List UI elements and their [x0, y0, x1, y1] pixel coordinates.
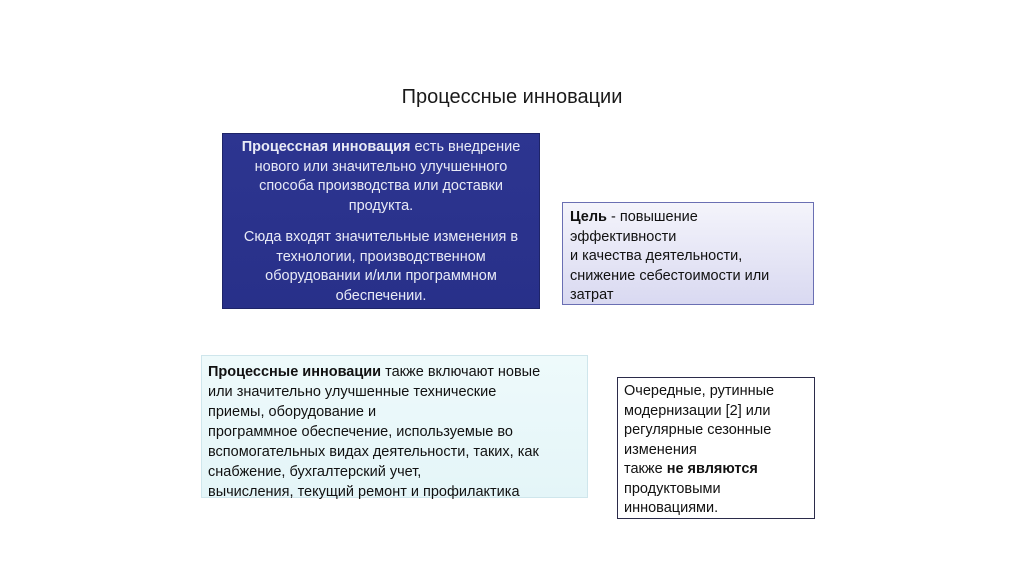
goal-term: Цель	[570, 209, 607, 225]
also-line-5: вспомогательных видах деятельности, таких, как	[208, 444, 539, 460]
goal-line-1	[570, 208, 807, 228]
also-line-1	[208, 362, 581, 382]
routine-line-6: продуктовыми	[624, 480, 721, 497]
routine-line-1: Очередные, рутинные	[624, 383, 775, 399]
routine-line-2: модернизации [2] или	[624, 402, 771, 419]
definition-box	[222, 133, 540, 309]
also-line-2: или значительно улучшенные технические	[208, 384, 497, 400]
routine-line-7: инновациями.	[624, 500, 719, 516]
goal-line-4: снижение себестоимости или	[570, 267, 770, 284]
definition-paragraph-1	[229, 138, 533, 216]
also-line-1-text: также включают новые	[381, 364, 541, 380]
also-line-7: вычисления, текущий ремонт и профилактика	[208, 484, 520, 500]
goal-line-2: эффективности	[570, 228, 677, 245]
routine-modernization-box	[617, 377, 815, 519]
routine-line-5	[624, 460, 808, 480]
also-line-6: снабжение, бухгалтерский учет,	[208, 464, 422, 480]
also-term: Процессные инновации	[208, 364, 382, 380]
slide-title: Процессные инновации	[401, 86, 623, 108]
also-line-4: программное обеспечение, используемые во	[208, 424, 513, 440]
routine-emphasis: не являются	[666, 461, 758, 477]
definition-text: есть внедрение нового или значительно улучшенного способа производства или доставки продукта.	[254, 139, 521, 214]
goal-line-1-text: - повышение	[606, 209, 698, 225]
definition-term: Процессная инновация	[241, 139, 411, 155]
also-line-3: приемы, оборудование и	[208, 404, 377, 420]
definition-paragraph-2: Сюда входят значительные изменения в технологии, производственном оборудовании и/или программном обеспечении.	[243, 229, 519, 304]
routine-line-4: изменения	[624, 441, 697, 458]
routine-line-3: регулярные сезонные	[624, 422, 772, 438]
goal-line-5: затрат	[570, 287, 614, 303]
goal-line-3: и качества деятельности,	[570, 248, 743, 264]
goal-box	[562, 202, 814, 305]
routine-line-5-text: также	[624, 461, 667, 477]
also-includes-box	[201, 355, 588, 498]
